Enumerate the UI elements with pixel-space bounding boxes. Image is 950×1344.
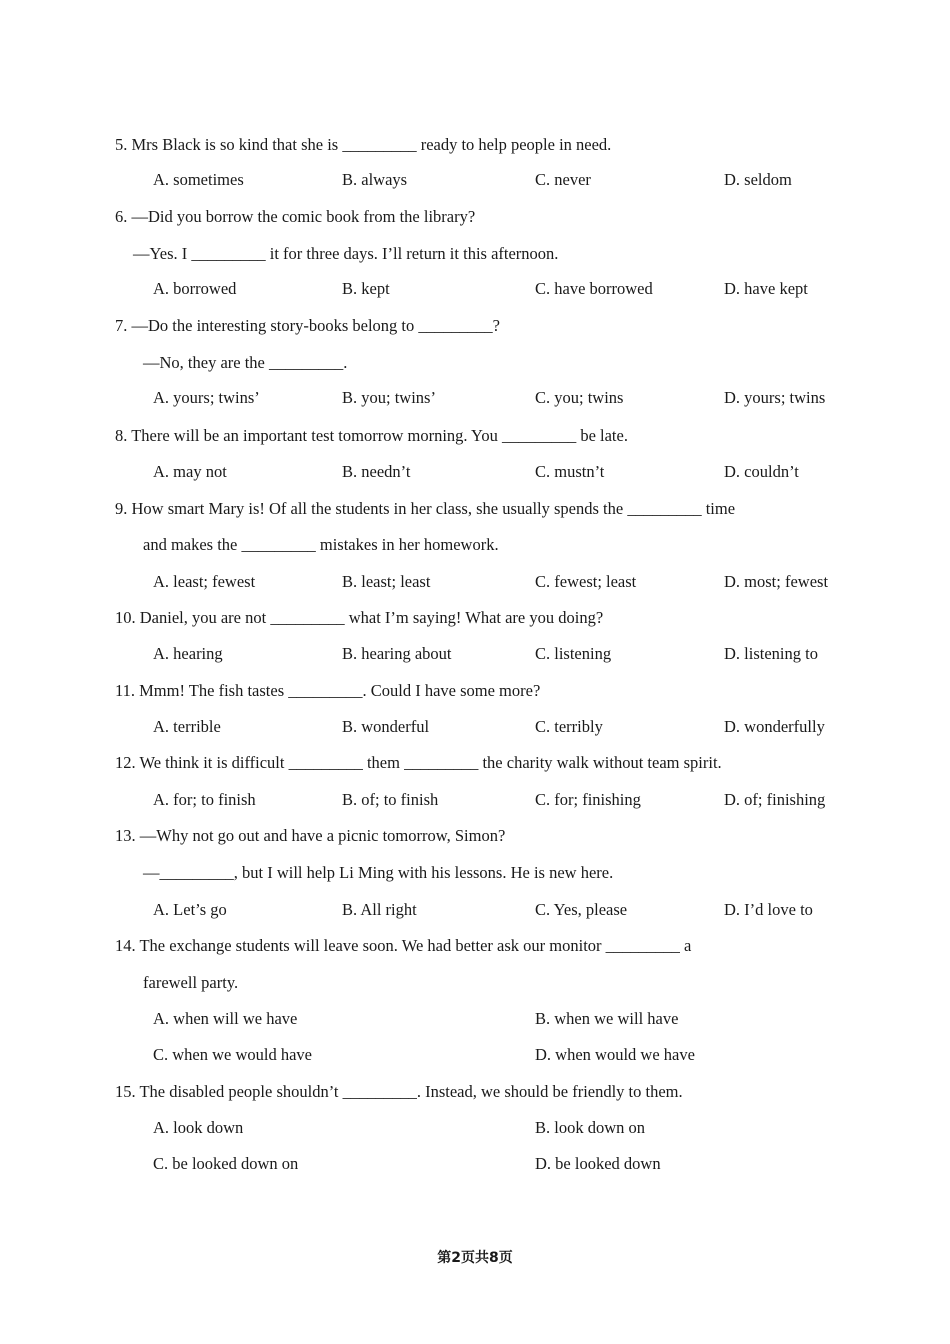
question-5-stem: 5. Mrs Black is so kind that she is _________ ready to help people in need.	[115, 135, 612, 154]
question-13-option-d: D. I’d love to	[724, 900, 813, 919]
question-14-option-d: D. when would we have	[535, 1045, 695, 1064]
question-12-option-b: B. of; to finish	[342, 790, 439, 809]
question-8-option-c: C. mustn’t	[535, 462, 605, 481]
question-15-stem: 15. The disabled people shouldn’t _________. Instead, we should be friendly to them.	[115, 1082, 683, 1101]
question-9-option-c: C. fewest; least	[535, 572, 637, 591]
question-5-option-b: B. always	[342, 170, 408, 189]
question-15-option-a: A. look down	[153, 1118, 244, 1137]
question-8-option-a: A. may not	[153, 462, 227, 481]
question-14-stem-line2: farewell party.	[143, 973, 239, 992]
question-15-option-b: B. look down on	[535, 1118, 646, 1137]
question-11-option-d: D. wonderfully	[724, 717, 825, 736]
question-9-stem: 9. How smart Mary is! Of all the students in her class, she usually spends the _________ time	[115, 499, 736, 518]
question-7-option-d: D. yours; twins	[724, 388, 826, 407]
question-15-option-d: D. be looked down	[535, 1154, 661, 1173]
question-13-option-c: C. Yes, please	[535, 900, 628, 919]
question-6-stem-line2: —Yes. I _________ it for three days. I’ll return it this afternoon.	[133, 244, 559, 263]
question-8-option-b: B. needn’t	[342, 462, 411, 481]
question-8-stem: 8. There will be an important test tomorrow morning. You _________ be late.	[115, 426, 628, 445]
question-13-stem-line2: —_________, but I will help Li Ming with his lessons. He is new here.	[143, 863, 614, 882]
question-13-stem: 13. —Why not go out and have a picnic tomorrow, Simon?	[115, 826, 506, 845]
page-number-footer: 第2页共8页	[437, 1250, 513, 1266]
question-9-option-b: B. least; least	[342, 572, 431, 591]
question-12-option-d: D. of; finishing	[724, 790, 826, 809]
question-5-option-a: A. sometimes	[153, 170, 244, 189]
question-14-option-c: C. when we would have	[153, 1045, 313, 1064]
question-10-option-c: C. listening	[535, 644, 612, 663]
question-5-option-d: D. seldom	[724, 170, 792, 189]
question-9-stem-line2: and makes the _________ mistakes in her homework.	[143, 535, 499, 554]
question-13-option-b: B. All right	[342, 900, 417, 919]
question-11-option-b: B. wonderful	[342, 717, 430, 736]
question-8-option-d: D. couldn’t	[724, 462, 799, 481]
question-5-option-c: C. never	[535, 170, 591, 189]
question-6-option-c: C. have borrowed	[535, 279, 653, 298]
question-13-option-a: A. Let’s go	[153, 900, 227, 919]
question-14-stem: 14. The exchange students will leave soon. We had better ask our monitor _________ a	[115, 936, 692, 955]
question-6-stem: 6. —Did you borrow the comic book from the library?	[115, 207, 476, 226]
question-12-option-a: A. for; to finish	[153, 790, 256, 809]
question-14-option-b: B. when we will have	[535, 1009, 679, 1028]
question-10-stem: 10. Daniel, you are not _________ what I’m saying! What are you doing?	[115, 608, 604, 627]
question-7-option-b: B. you; twins’	[342, 388, 436, 407]
question-11-stem: 11. Mmm! The fish tastes _________. Could I have some more?	[115, 681, 541, 700]
question-6-option-a: A. borrowed	[153, 279, 237, 298]
question-10-option-d: D. listening to	[724, 644, 818, 663]
question-7-stem-line2: —No, they are the _________.	[143, 353, 348, 372]
question-15-option-c: C. be looked down on	[153, 1154, 299, 1173]
question-14-option-a: A. when will we have	[153, 1009, 298, 1028]
question-9-option-a: A. least; fewest	[153, 572, 256, 591]
question-9-option-d: D. most; fewest	[724, 572, 829, 591]
question-6-option-b: B. kept	[342, 279, 390, 298]
question-10-option-a: A. hearing	[153, 644, 223, 663]
question-11-option-a: A. terrible	[153, 717, 221, 736]
question-11-option-c: C. terribly	[535, 717, 603, 736]
question-12-option-c: C. for; finishing	[535, 790, 641, 809]
question-10-option-b: B. hearing about	[342, 644, 452, 663]
question-7-stem: 7. —Do the interesting story-books belong to _________?	[115, 316, 500, 335]
question-7-option-c: C. you; twins	[535, 388, 624, 407]
question-12-stem: 12. We think it is difficult _________ them _________ the charity walk without team spirit.	[115, 753, 722, 772]
question-6-option-d: D. have kept	[724, 279, 808, 298]
question-7-option-a: A. yours; twins’	[153, 388, 260, 407]
